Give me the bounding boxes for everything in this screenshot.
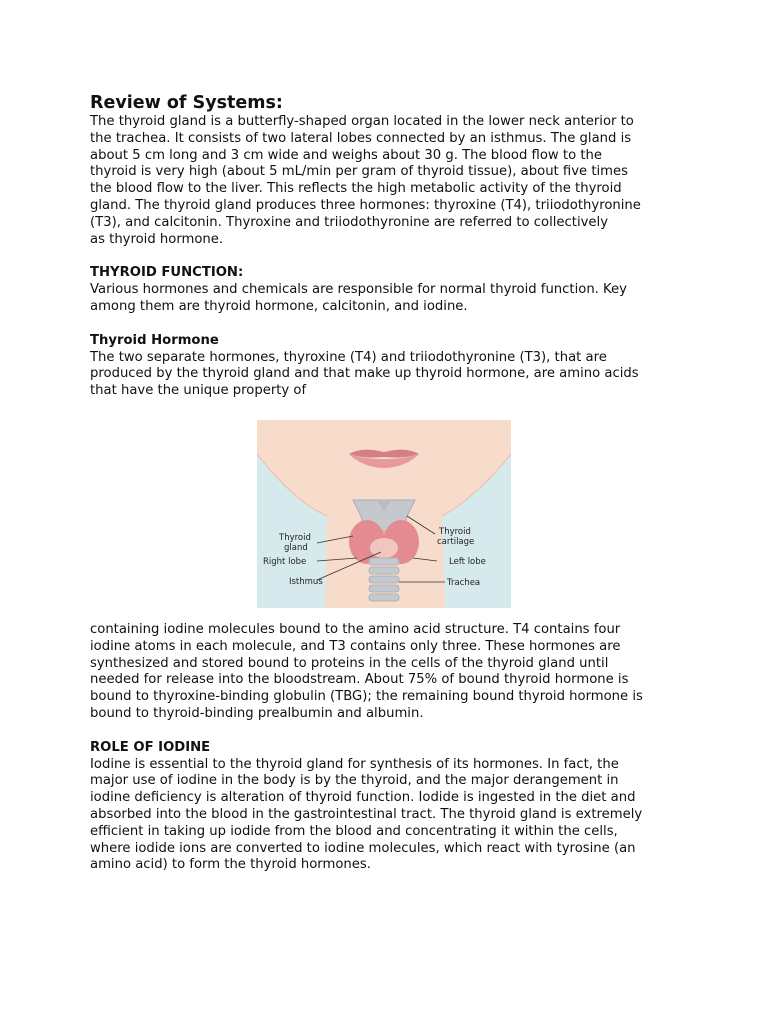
text-line: iodine atoms in each molecule, and T3 contains only three. These hormones are: [90, 638, 621, 654]
text-line: the trachea. It consists of two lateral lobes connected by an isthmus. The gland is: [90, 130, 632, 146]
text-line: major use of iodine in the body is by the thyroid, and the major derangement in: [90, 773, 619, 789]
text-line: produced by the thyroid gland and that make up thyroid hormone, are amino acids: [90, 366, 639, 382]
intro-paragraph: [90, 114, 680, 248]
text-line: bound to thyroxine-binding globulin (TBG); the remaining bound thyroid hormone is: [90, 689, 643, 705]
label-right-lobe: Right lobe: [263, 556, 307, 567]
text-line: synthesized and stored bound to proteins in the cells of the thyroid gland until: [90, 655, 609, 671]
text-line: needed for release into the bloodstream. About 75% of bound thyroid hormone is: [90, 672, 629, 688]
label-left-lobe: Left lobe: [449, 556, 486, 567]
text-line: The two separate hormones, thyroxine (T4) and triiodothyronine (T3), that are: [90, 349, 607, 365]
text-line: absorbed into the blood in the gastrointestinal tract. The thyroid gland is extremely: [90, 806, 643, 822]
text-line: The thyroid gland is a butterfly-shaped organ located in the lower neck anterior to: [90, 114, 634, 129]
text-line: about 5 cm long and 3 cm wide and weighs about 30 g. The blood flow to the: [90, 147, 602, 163]
document-page: [90, 92, 680, 874]
text-line: that have the unique property of: [90, 383, 307, 399]
text-line: thyroid is very high (about 5 mL/min per gram of thyroid tissue), about five times: [90, 164, 629, 180]
text-line: bound to thyroid-binding prealbumin and albumin.: [90, 705, 424, 721]
continuation-paragraph: [90, 622, 680, 723]
text-line: Iodine is essential to the thyroid gland for synthesis of its hormones. In fact, the: [90, 756, 619, 772]
label-thyroid-cartilage-line2: cartilage: [437, 536, 475, 547]
trachea: [369, 558, 399, 601]
section-heading-role-of-iodine: ROLE OF IODINE: [90, 739, 211, 755]
text-line: as thyroid hormone.: [90, 231, 224, 247]
text-line: gland. The thyroid gland produces three hormones: thyroxine (T4), triiodothyronine: [90, 197, 641, 213]
text-line: Various hormones and chemicals are responsible for normal thyroid function. Key: [90, 282, 627, 298]
label-isthmus: Isthmus: [289, 576, 323, 587]
label-trachea: Trachea: [447, 577, 481, 588]
label-thyroid-cartilage-line1: Thyroid: [439, 526, 471, 537]
thyroid-anatomy-illustration: [257, 420, 511, 608]
section-heading-thyroid-hormone: Thyroid Hormone: [90, 332, 219, 348]
text-line: where iodide ions are converted to iodine molecules, which react with tyrosine (an: [90, 840, 636, 856]
hormone-paragraph: [90, 350, 680, 400]
iodine-paragraph: [90, 757, 680, 875]
text-line: efficient in taking up iodide from the blood and concentrating it within the cells,: [90, 823, 618, 839]
label-thyroid-gland-line1: Thyroid: [279, 532, 311, 543]
text-line: containing iodine molecules bound to the amino acid structure. T4 contains four: [90, 621, 621, 637]
text-line: the blood flow to the liver. This reflects the high metabolic activity of the thyroid: [90, 181, 622, 197]
text-line: (T3), and calcitonin. Thyroxine and triiodothyronine are referred to collectively: [90, 214, 609, 230]
text-line: iodine deficiency is alteration of thyroid function. Iodide is ingested in the diet and: [90, 790, 636, 806]
document-title: Review of Systems:: [90, 93, 283, 113]
label-thyroid-gland-line2: gland: [284, 542, 308, 553]
text-line: among them are thyroid hormone, calcitonin, and iodine.: [90, 298, 468, 314]
section-heading-thyroid-function: THYROID FUNCTION:: [90, 265, 244, 281]
text-line: amino acid) to form the thyroid hormones.: [90, 857, 371, 873]
function-paragraph: [90, 282, 680, 316]
